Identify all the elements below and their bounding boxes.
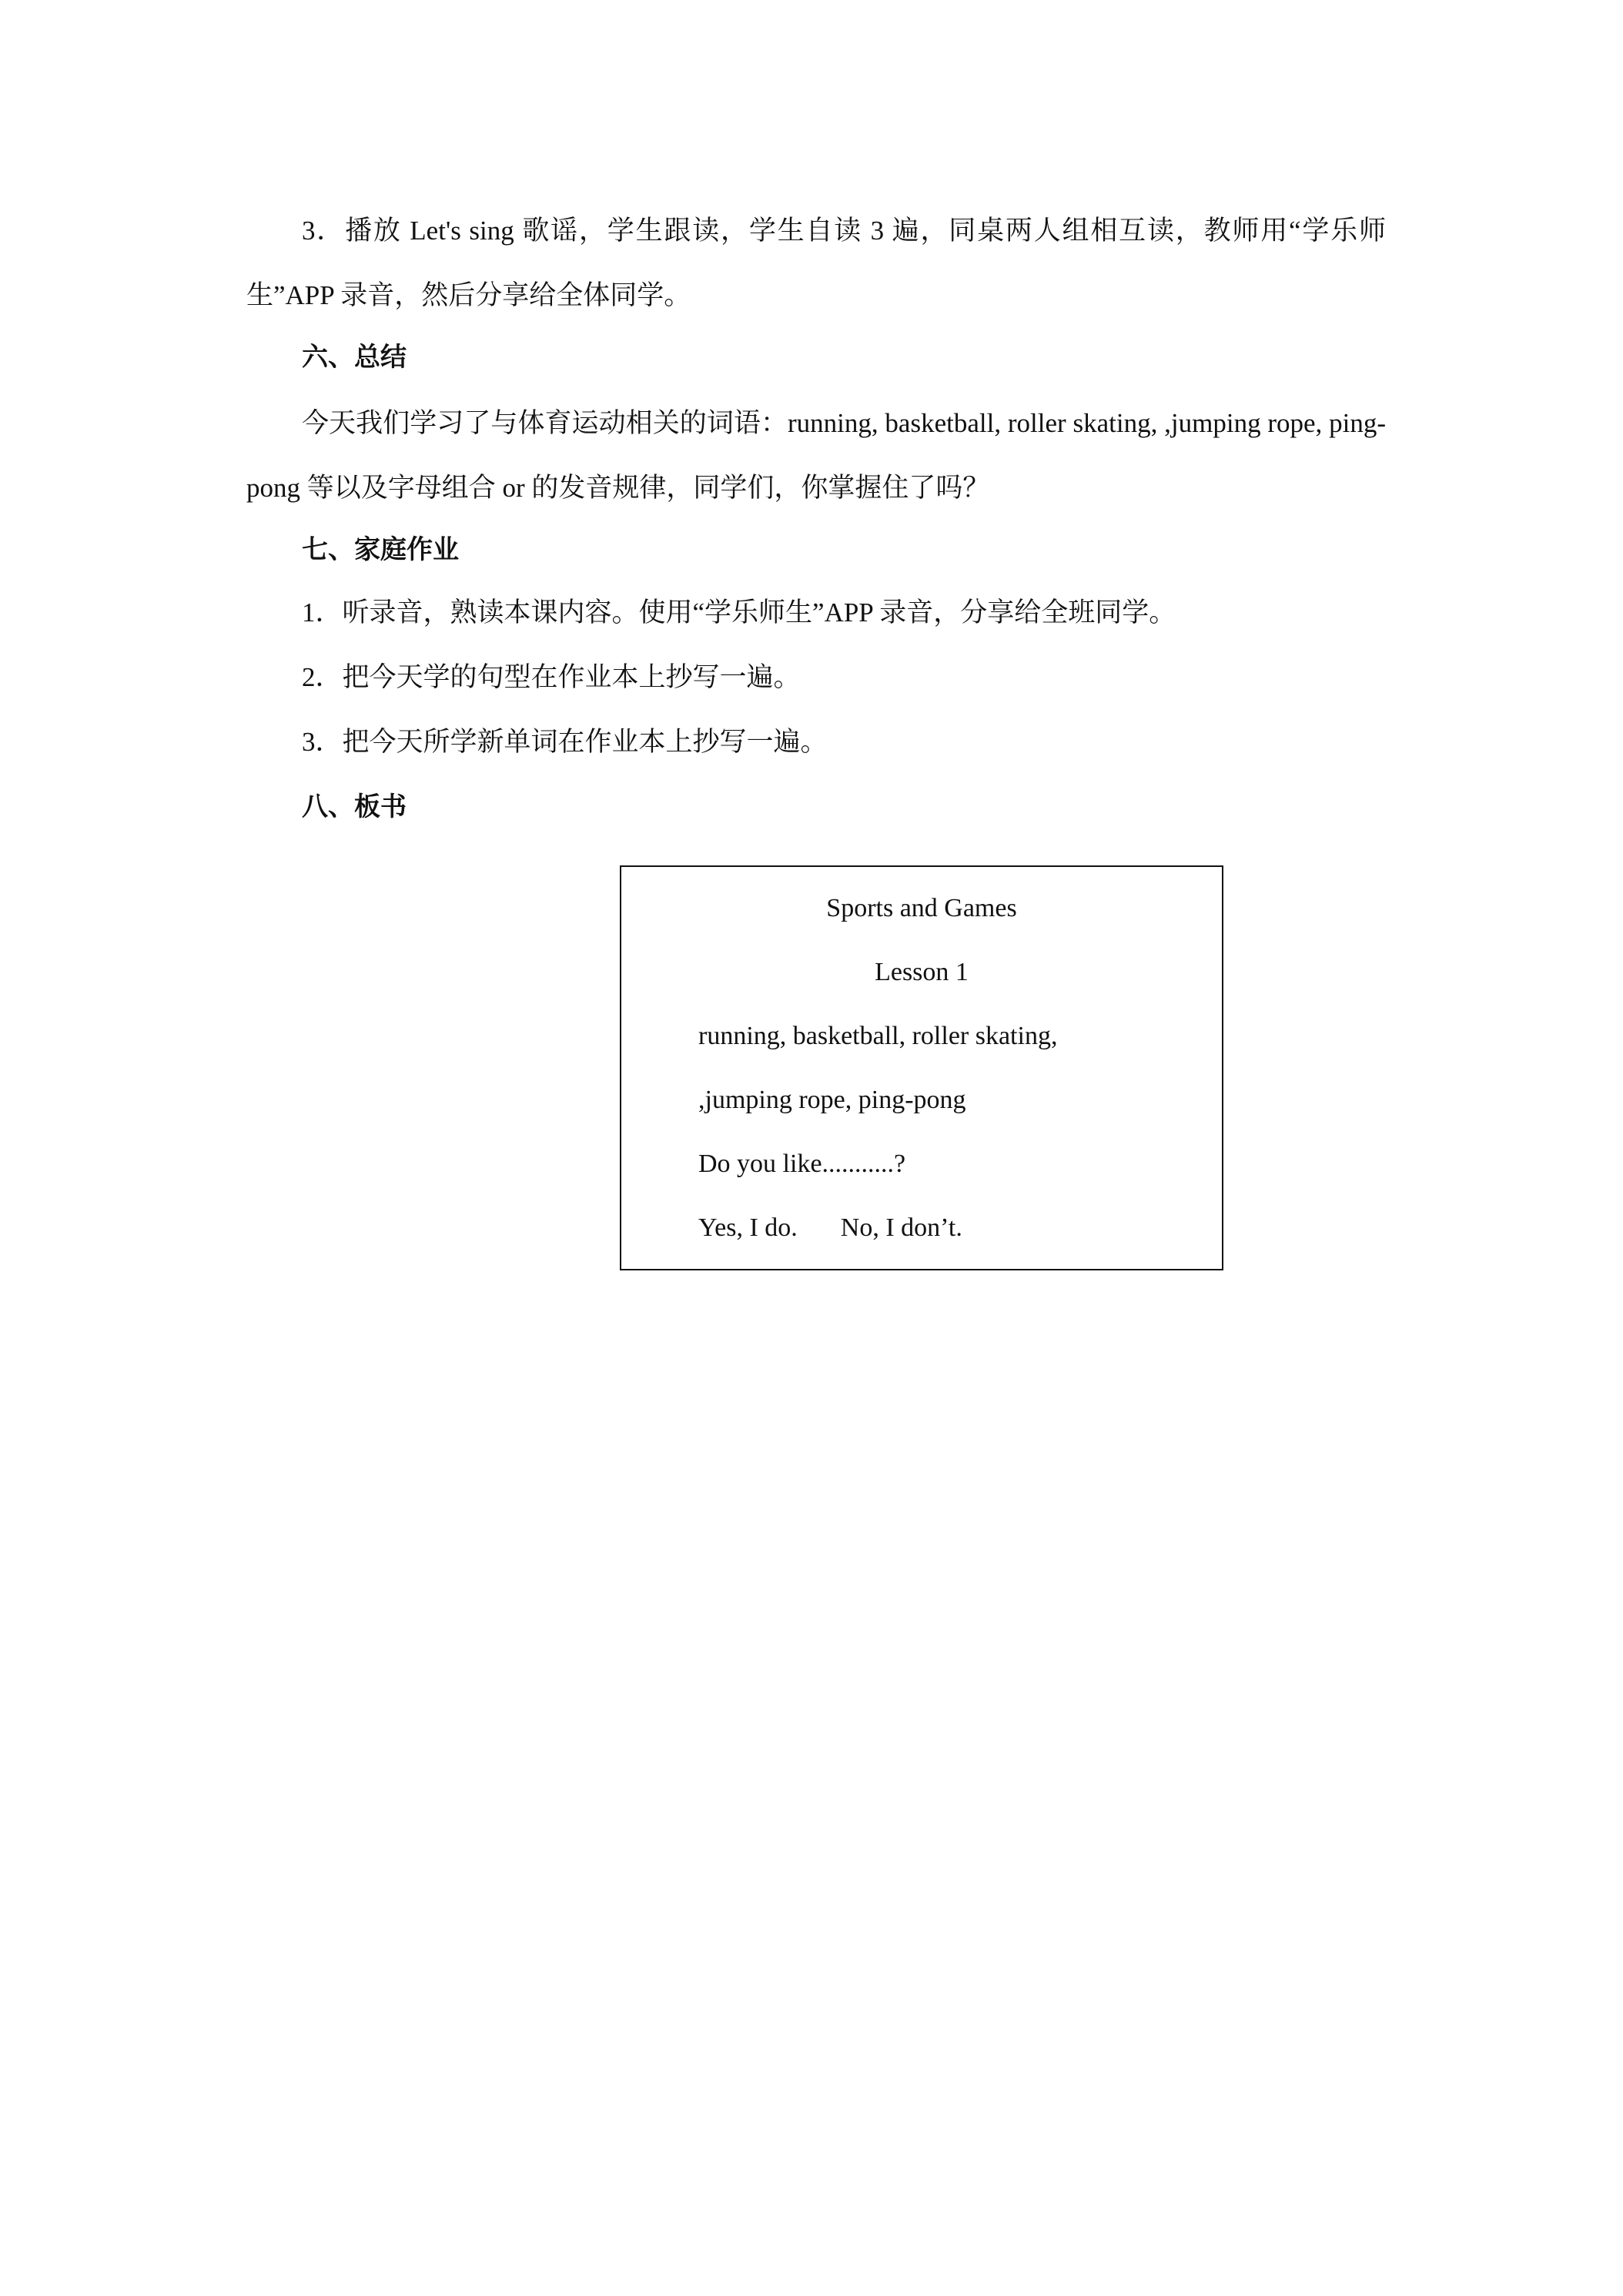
section8-heading: 八、板书 bbox=[302, 792, 407, 822]
section5-item3-paragraph: 3．播放 Let's sing 歌谣，学生跟读，学生自读 3 遍，同桌两人组相互读，教师用“学乐师生”APP 录音，然后分享给全体同学。 bbox=[246, 216, 1386, 310]
board-answer-no: No, I don’t. bbox=[840, 1213, 962, 1242]
blackboard-box bbox=[620, 865, 1223, 1270]
board-subtitle: Lesson 1 bbox=[875, 958, 969, 986]
section6-heading: 六、总结 bbox=[302, 342, 407, 373]
homework-item-3: 3．把今天所学新单词在作业本上抄写一遍。 bbox=[302, 727, 828, 757]
board-answer-yes: Yes, I do. bbox=[698, 1213, 798, 1242]
board-answers bbox=[698, 1210, 962, 1247]
section7-heading: 七、家庭作业 bbox=[302, 534, 459, 565]
board-vocab-line-1: running, basketball, roller skating, bbox=[698, 1022, 1058, 1050]
board-vocab-line-2: ,jumping rope, ping-pong bbox=[698, 1086, 966, 1114]
homework-item-2: 2．把今天学的句型在作业本上抄写一遍。 bbox=[302, 662, 801, 692]
board-title: Sports and Games bbox=[826, 894, 1017, 922]
section6-summary-paragraph: 今天我们学习了与体育运动相关的词语：running, basketball, roller skating, ,jumping rope, ping-pong 等以及字母组合 or 的发音规律，同学们，你掌握住了吗？ bbox=[246, 408, 1386, 503]
homework-item-1: 1．听录音，熟读本课内容。使用“学乐师生”APP 录音，分享给全班同学。 bbox=[302, 597, 1176, 628]
board-question: Do you like...........? bbox=[698, 1150, 906, 1178]
